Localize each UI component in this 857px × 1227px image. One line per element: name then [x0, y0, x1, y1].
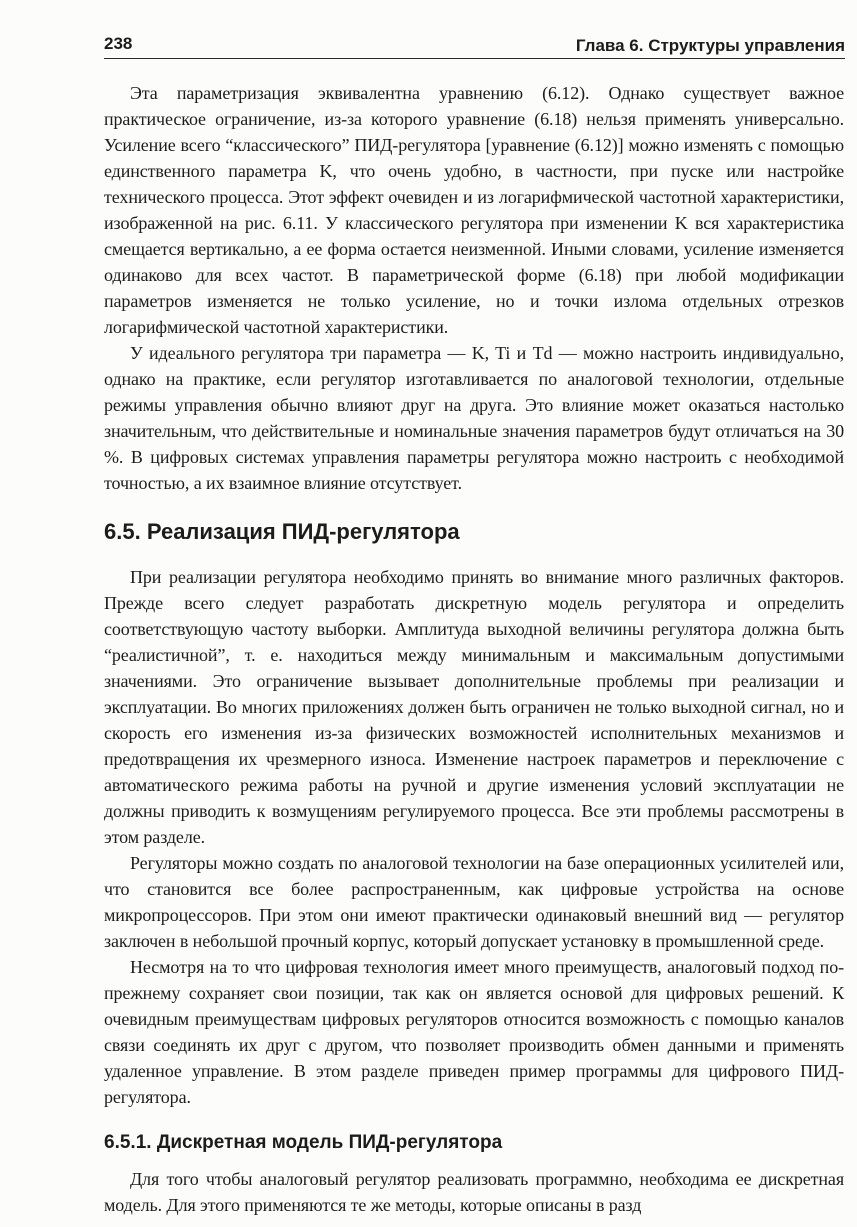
subsection-title: Дискретная модель ПИД-регулятора [156, 1132, 503, 1153]
subsection-number: 6.5.1. [104, 1132, 152, 1153]
paragraph-parametrization: Эта параметризация эквивалентна уравнению (6.12). Однако существует важное практическое ограничение, из-за которого уравнение (6.18) нельзя применять универсально. Усиление всего “классического” ПИД-регулятора [уравнение (6.12)] можно изменять с помощью единственного параметра K, что очень удобно, в частности, при пуске или настройке технического процесса. Этот эффект очевиден и из логарифмической частотной характеристики, изображенной на рис. 6.11. У классического регулятора при изменении K вся характеристика смещается вертикально, а ее форма остается неизменной. Иными словами, усиление изменяется одинаково для всех частот. В параметрической форме (6.18) при любой модификации параметров изменяется не только усиление, но и точки излома отдельных отрезков логарифмической частотной характеристики. [104, 83, 844, 337]
page-body [104, 80, 844, 1218]
section-heading [104, 518, 844, 546]
paragraph-implementation-factors: При реализации регулятора необходимо принять во внимание много различных факторов. Прежде всего следует разработать дискретную модель регулятора и определить соответствующую частоту выборки. Амплитуда выходной величины регулятора должна быть “реалистичной”, т. е. находиться между минимальным и максимальным допустимыми значениями. Это ограничение вызывает дополнительные проблемы при реализации и эксплуатации. Во многих приложениях должен быть ограничен не только выходной сигнал, но и скорость его изменения из-за физических возможностей исполнительных механизмов и предотвращения их чрезмерного износа. Изменение настроек параметров и переключение с автоматического режима работы на ручной и другие изменения условий эксплуатации не должны приводить к возмущениям регулируемого процесса. Все эти проблемы рассмотрены в этом разделе. [104, 567, 844, 847]
section-number: 6.5. [104, 519, 141, 544]
subsection-heading [104, 1130, 844, 1156]
page-number: 238 [104, 34, 133, 53]
paragraph-analog-digital: Регуляторы можно создать по аналоговой технологии на базе операционных усилителей или, что становится все более распространенным, как цифровые устройства на основе микропроцессоров. При этом они имеют практически одинаковый внешний вид — регулятор заключен в небольшой прочный корпус, который допускает установку в промышленной среде. [104, 853, 844, 951]
page-header [104, 30, 845, 59]
section-title: Реализация ПИД-регулятора [146, 519, 460, 544]
running-title: Глава 6. Структуры управления [575, 36, 845, 55]
paragraph-digital-advantages: Несмотря на то что цифровая технология имеет много преимуществ, аналоговый подход по-прежнему сохраняет свои позиции, так как он является основой для цифровых решений. К очевидным преимуществам цифровых регуляторов относится возможность с помощью каналов связи соединять их друг с другом, что позволяет производить обмен данными и применять удаленное управление. В этом разделе приведен пример программы для цифрового ПИД-регулятора. [104, 957, 844, 1107]
paragraph-ideal-regulator: У идеального регулятора три параметра — K, Ti и Td — можно настроить индивидуально, однако на практике, если регулятор изготавливается по аналоговой технологии, отдельные режимы управления обычно влияют друг на друга. Это влияние может оказаться настолько значительным, что действительные и номинальные значения параметров будут отличаться на 30 %. В цифровых системах управления параметры регулятора можно настроить с необходимой точностью, а их взаимное влияние отсутствует. [104, 343, 844, 493]
paragraph-discrete-model: Для того чтобы аналоговый регулятор реализовать программно, необходима ее дискретная модель. Для этого применяются те же методы, которые описаны в разд [104, 1169, 844, 1215]
